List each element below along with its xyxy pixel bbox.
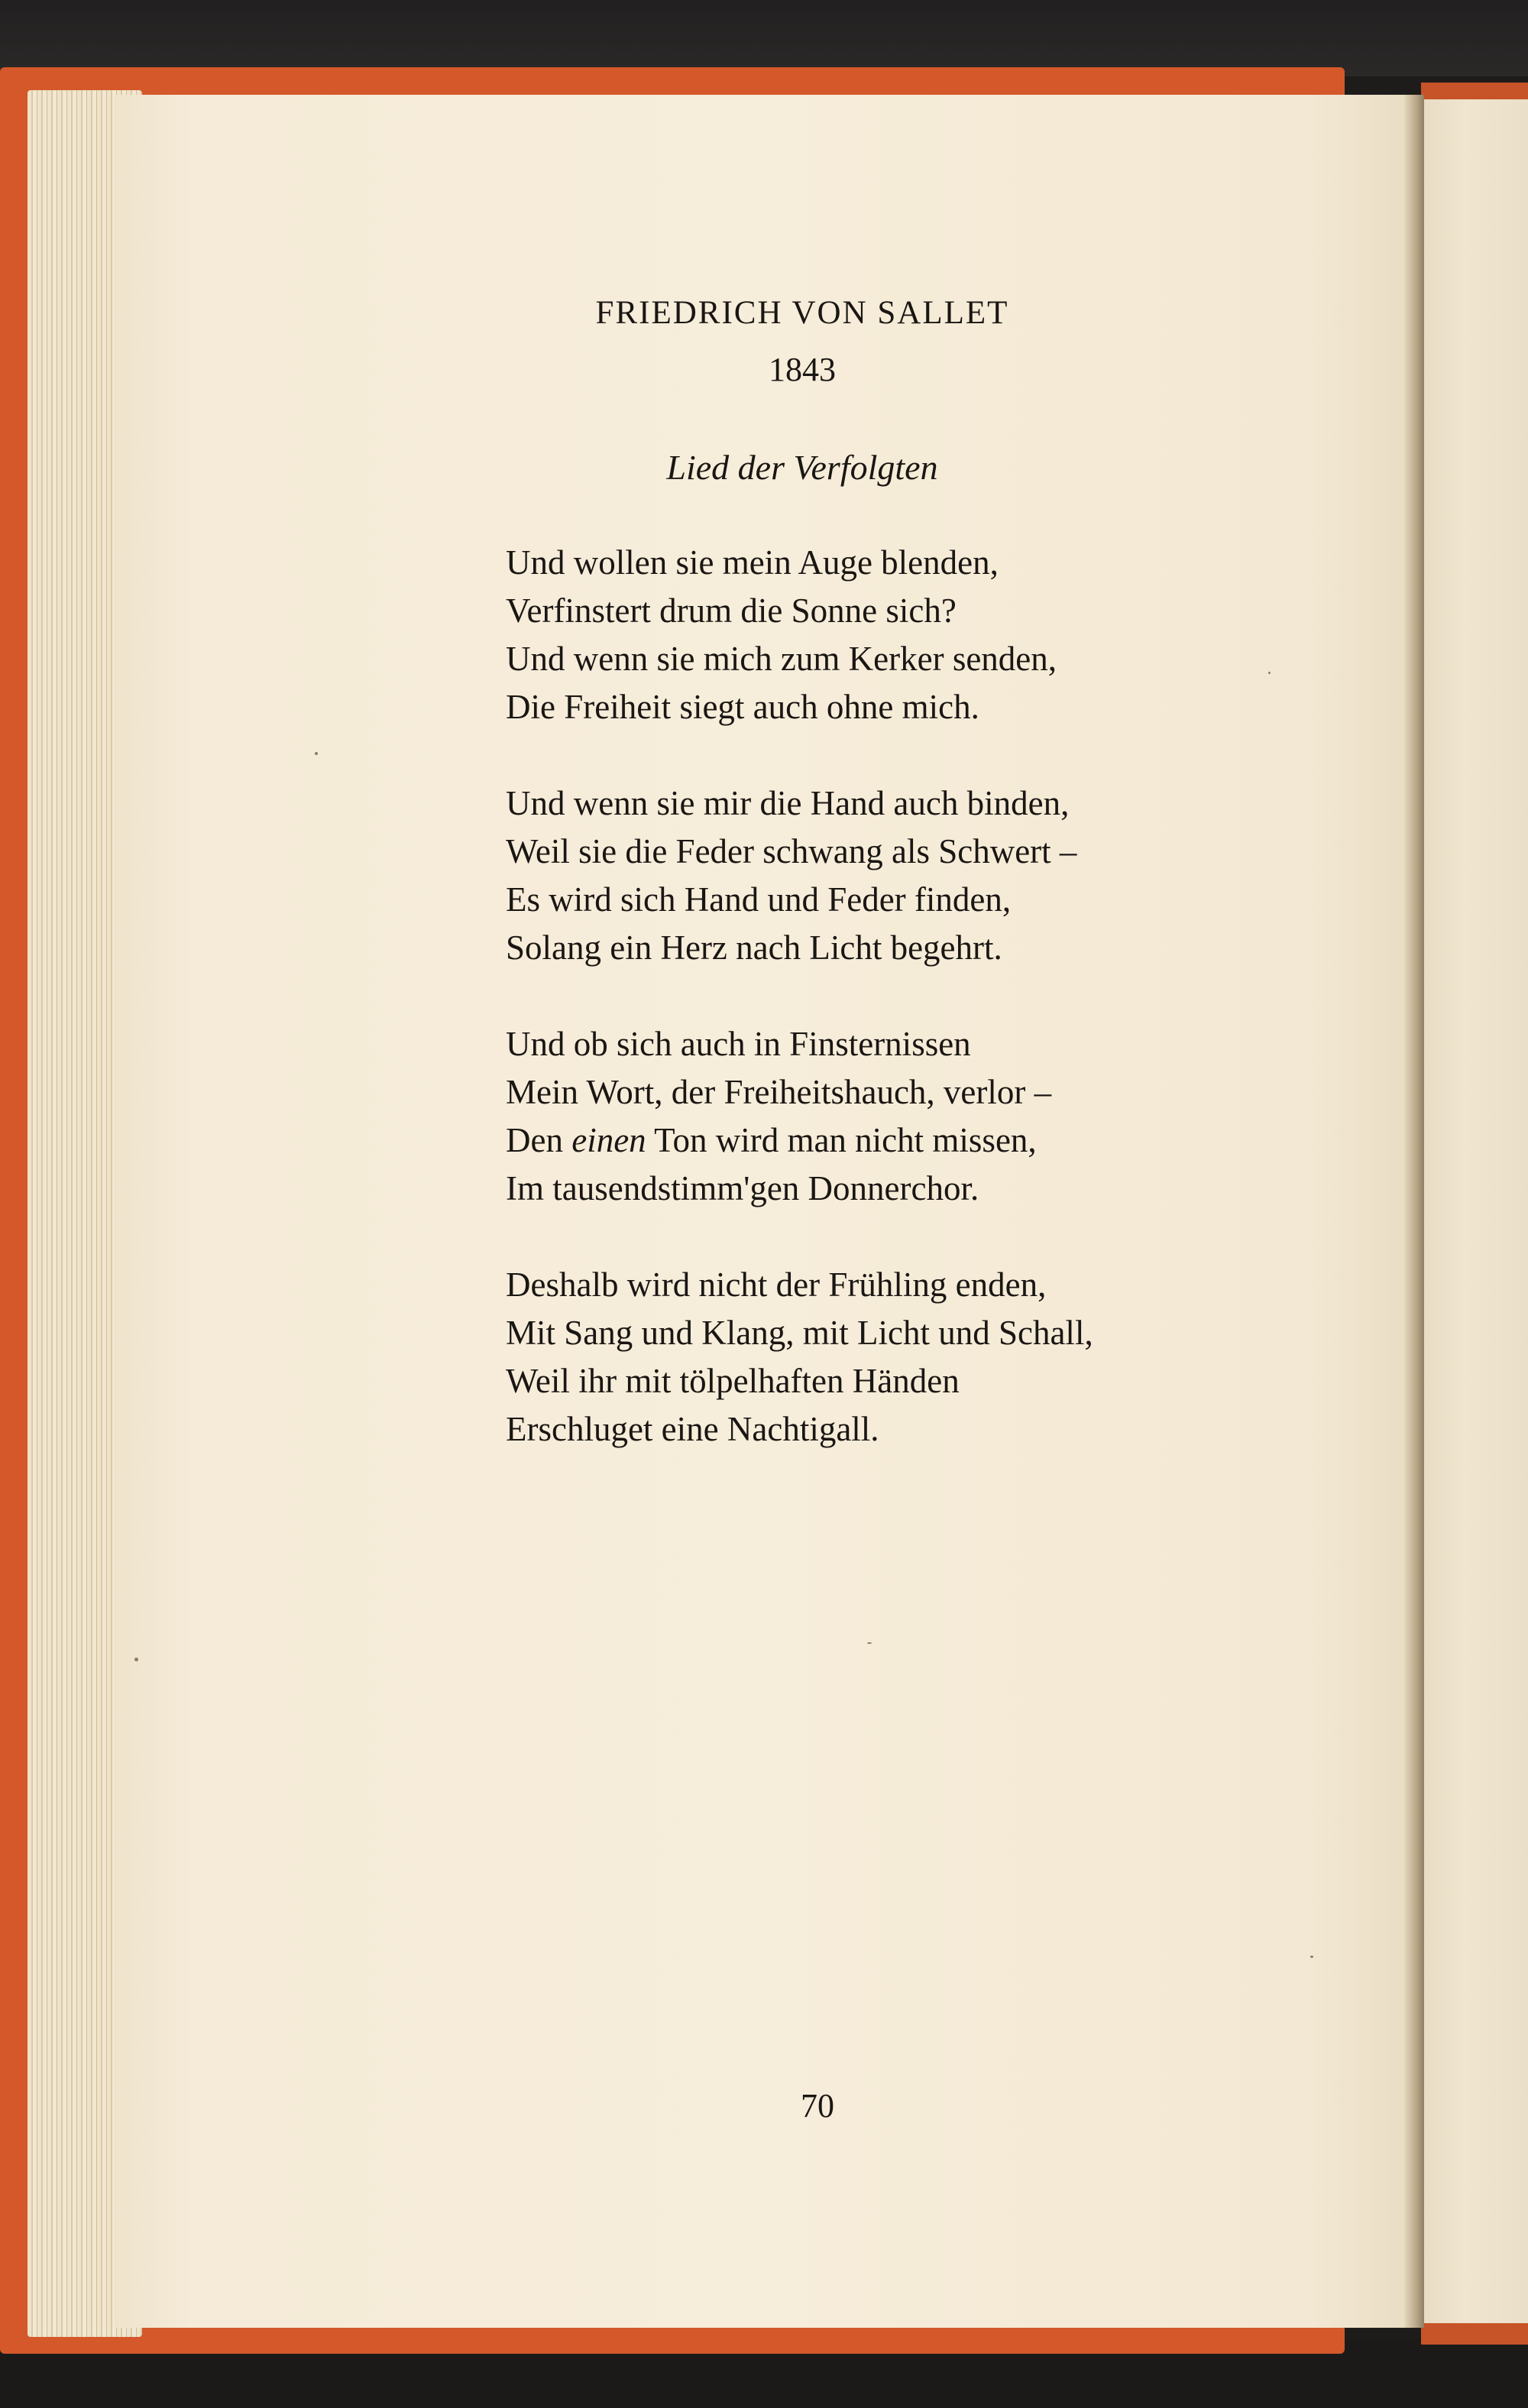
- poem-line: Im tausendstimm'gen Donnerchor.: [506, 1169, 979, 1207]
- scan-background-top: [0, 0, 1528, 76]
- author-heading: FRIEDRICH VON SALLET: [595, 295, 1009, 331]
- line-text: Den: [506, 1121, 572, 1159]
- poem-line: Es wird sich Hand und Feder finden,: [506, 880, 1012, 919]
- poem-body: [506, 539, 1270, 1502]
- poem-title: Lied der Verfolgten: [666, 448, 938, 487]
- poem-line: Und wenn sie mich zum Kerker senden,: [506, 640, 1057, 678]
- poem-line: Weil sie die Feder schwang als Schwert –: [506, 832, 1077, 870]
- stanza: [506, 1261, 1270, 1454]
- paper-speck: [315, 752, 318, 755]
- poem-line: Deshalb wird nicht der Frühling enden,: [506, 1266, 1047, 1304]
- year-heading: 1843: [769, 351, 836, 388]
- line-text: Ton wird man nicht missen,: [646, 1121, 1037, 1159]
- poem-line: Verfinstert drum die Sonne sich?: [506, 591, 957, 630]
- paper-speck: [134, 1658, 138, 1661]
- poem-line: Mein Wort, der Freiheitshauch, verlor –: [506, 1073, 1052, 1111]
- page-gutter: [1404, 95, 1424, 2328]
- page-number: 70: [801, 2087, 834, 2124]
- poem-line: Mit Sang und Klang, mit Licht und Schall,: [506, 1314, 1093, 1352]
- poem-line: Und ob sich auch in Finsternissen: [506, 1025, 971, 1063]
- poem-line: Die Freiheit siegt auch ohne mich.: [506, 688, 979, 726]
- stanza: [506, 1020, 1270, 1213]
- stanza: [506, 539, 1270, 731]
- poem-line: [506, 1116, 1270, 1165]
- paper-speck: [867, 1642, 872, 1644]
- emphasized-word: einen: [571, 1121, 646, 1159]
- paper-speck: [1310, 1956, 1313, 1958]
- poem-line: Weil ihr mit tölpelhaften Händen: [506, 1362, 960, 1400]
- poem-line: Und wenn sie mir die Hand auch binden,: [506, 784, 1070, 822]
- poem-line: Und wollen sie mein Auge blenden,: [506, 543, 999, 582]
- poem-line: Solang ein Herz nach Licht begehrt.: [506, 929, 1002, 967]
- poem-line: Erschluget eine Nachtigall.: [506, 1410, 879, 1448]
- facing-page: [1424, 99, 1528, 2323]
- stanza: [506, 779, 1270, 972]
